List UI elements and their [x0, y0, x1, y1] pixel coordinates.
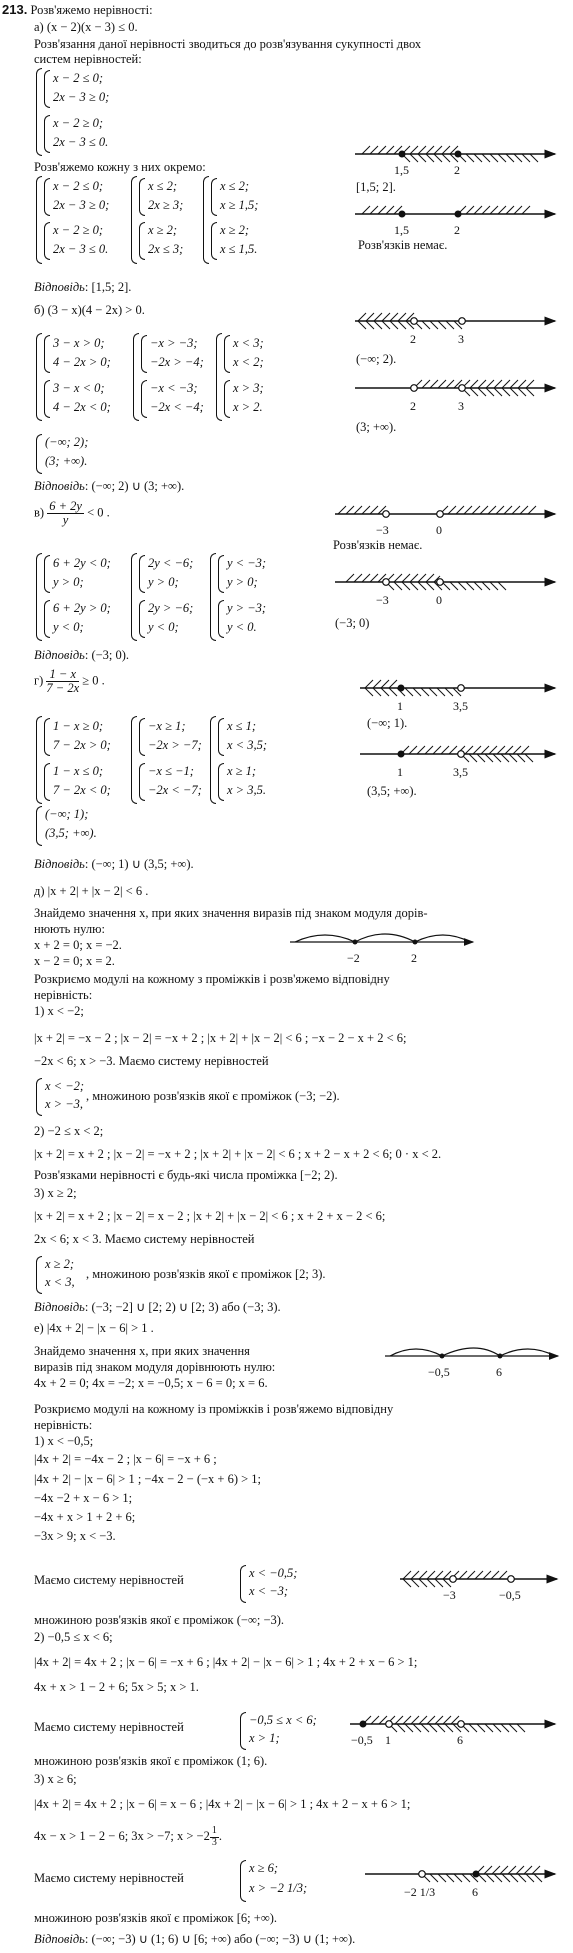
answer-value: : [1,5; 2].: [84, 280, 132, 294]
part-a-intro-2: систем нерівностей:: [34, 52, 142, 66]
interval: (3; +∞).: [45, 454, 88, 468]
inequality: x ≥ 6;: [249, 1861, 279, 1875]
inequality: 4 − 2x < 0;: [53, 400, 111, 414]
text-line: |x + 2| = x + 2 ; |x − 2| = −x + 2 ; |x + 2| + |x − 2| < 6 ; x + 2 − x + 2 < 6; 0 · x < 2.: [34, 1147, 442, 1161]
system-brace: [44, 178, 50, 216]
set-bracket: [131, 716, 137, 804]
part-d-condition: д) |x + 2| + |x − 2| < 6 .: [34, 884, 149, 898]
text-line: Маємо систему нерівностей: [34, 1573, 184, 1587]
set-bracket: [36, 68, 42, 156]
tick-label: 2: [410, 332, 416, 346]
part-e-answer: [34, 1932, 355, 1947]
part-d-answer: [34, 1300, 281, 1315]
inequality: −2x > −4;: [150, 355, 204, 369]
system-brace: [211, 178, 217, 216]
inequality: y > 0;: [148, 575, 179, 589]
text-line: множиною розв'язків якої є проміжок [6; +∞).: [34, 1911, 278, 1925]
interval: (3,5; +∞).: [45, 826, 97, 840]
inequality: −x ≥ 1;: [148, 719, 186, 733]
inequality: x ≥ 1,5;: [220, 198, 259, 212]
text-line: 4x + 2 = 0; 4x = −2; x = −0,5; x − 6 = 0; x = 6.: [34, 1376, 268, 1390]
inequality: 7 − 2x > 0;: [53, 738, 111, 752]
answer-value: : (−3; −2] ∪ [2; 2) ∪ [2; 3) або (−3; 3).: [84, 1300, 281, 1314]
problem-title: Розв'яжемо нерівності:: [30, 3, 153, 17]
set-bracket: [36, 434, 42, 474]
tick-label: 3,5: [453, 699, 468, 713]
answer-value: : (−∞; −3) ∪ (1; 6) ∪ [6; +∞) або (−∞; −3) ∪ (1; +∞).: [84, 1932, 356, 1946]
text-line: нерівність:: [34, 1418, 93, 1432]
text-line: нюють нулю:: [34, 922, 105, 936]
system-brace: [240, 1860, 246, 1902]
system-brace: [44, 222, 50, 260]
tick-label: 1,5: [394, 163, 409, 177]
inequality: y < 0;: [53, 620, 84, 634]
text-line: виразів під знаком модуля дорівнюють нулю:: [34, 1360, 276, 1374]
inequality: y < 0.: [227, 620, 257, 634]
text-line: |4x + 2| = −4x − 2 ; |x − 6| = −x + 6 ;: [34, 1452, 217, 1466]
answer-label: Відповідь: [34, 857, 85, 871]
inequality: x < −3;: [249, 1584, 289, 1598]
text-line: 2) −0,5 ≤ x < 6;: [34, 1630, 113, 1644]
system-brace: [44, 380, 50, 418]
text-line: −4x −2 + x − 6 > 1;: [34, 1491, 133, 1505]
inequality: x ≤ 1,5.: [220, 242, 258, 256]
part-v-condition: [34, 500, 110, 527]
system-brace: [139, 600, 145, 638]
text-line: x − 2 = 0; x = 2.: [34, 954, 115, 968]
answer-label: Відповідь: [34, 280, 85, 294]
inequality: x < −2;: [45, 1079, 85, 1093]
system-brace: [224, 380, 230, 418]
inequality: x − 2 ≤ 0;: [53, 71, 104, 85]
system-brace: [139, 763, 145, 801]
relation: < 0 .: [87, 505, 110, 520]
numerator: 6 + 2y: [49, 499, 82, 513]
text-line: нерівність:: [34, 988, 93, 1002]
number-line: [355, 738, 565, 782]
part-a-intro-1: Розв'язання даної нерівності зводиться до розв'язування сукупності двох: [34, 37, 422, 51]
inequality: 2x ≥ 3;: [148, 198, 184, 212]
inequality: −0,5 ≤ x < 6;: [249, 1713, 317, 1727]
tick-label: −0,5: [351, 1733, 373, 1747]
text-line: 2) −2 ≤ x < 2;: [34, 1124, 104, 1138]
text-line: , множиною розв'язків якої є проміжок [2; 3).: [86, 1267, 326, 1281]
tick-label: −3: [443, 1588, 456, 1602]
numerator: 1 − x: [46, 668, 79, 682]
text-line: множиною розв'язків якої є проміжок (−∞; −3).: [34, 1613, 285, 1627]
set-bracket: [210, 553, 216, 641]
text-line: |4x + 2| = 4x + 2 ; |x − 6| = −x + 6 ; |4x + 2| − |x − 6| > 1 ; 4x + 2 + x − 6 > 1;: [34, 1655, 418, 1669]
inequality: x ≥ 2;: [220, 223, 250, 237]
inequality: x − 2 ≤ 0;: [53, 179, 104, 193]
inequality: x > 2.: [233, 400, 263, 414]
set-bracket: [36, 553, 42, 641]
inequality: x ≤ 1;: [227, 719, 257, 733]
tick-label: 6: [457, 1733, 463, 1747]
inequality: x ≥ 2;: [148, 223, 178, 237]
text-line: Розкриємо модулі на кожному із проміжків і розв'яжемо відповідну: [34, 1402, 394, 1416]
result: [1,5; 2].: [356, 180, 396, 194]
system-brace: [36, 1256, 42, 1294]
text-line: Знайдемо значення x, при яких значення: [34, 1344, 250, 1358]
system-brace: [240, 1712, 246, 1750]
inequality: y < −3;: [227, 556, 267, 570]
tick-label: −2 1/3: [404, 1885, 436, 1899]
inequality: y > 0;: [227, 575, 258, 589]
set-bracket: [36, 333, 42, 421]
problem-number: 213.: [2, 2, 28, 17]
text-line: 3) x ≥ 2;: [34, 1186, 77, 1200]
tick-label: −0,5: [428, 1365, 450, 1379]
number-line: [360, 1858, 565, 1906]
system-brace: [44, 763, 50, 801]
inequality: −2x > −7;: [148, 738, 202, 752]
tick-label: 3,5: [453, 765, 468, 779]
inequality: x < 3;: [233, 336, 264, 350]
result: (−∞; 2).: [356, 352, 397, 366]
inequality: x > −2 1/3;: [249, 1881, 308, 1895]
part-b-condition: б) (3 − x)(4 − 2x) > 0.: [34, 303, 145, 317]
set-bracket: [36, 716, 42, 804]
text-line: |4x + 2| = 4x + 2 ; |x − 6| = x − 6 ; |4x + 2| − |x − 6| > 1 ; 4x + 2 − x + 6 > 1;: [34, 1797, 411, 1811]
fraction: [46, 668, 79, 695]
text-line: 1) x < −2;: [34, 1004, 84, 1018]
text-line: , множиною розв'язків якої є проміжок (−3; −2).: [86, 1089, 340, 1103]
number-line: [355, 672, 565, 718]
result: (−∞; 1).: [367, 716, 408, 730]
text-line: 3) x ≥ 6;: [34, 1772, 77, 1786]
system-brace: [218, 718, 224, 756]
inequality: 2x ≤ 3;: [148, 242, 184, 256]
answer-label: Відповідь: [34, 1932, 85, 1946]
inequality: x < −0,5;: [249, 1566, 298, 1580]
system-brace: [141, 380, 147, 418]
answer-value: : (−3; 0).: [84, 648, 130, 662]
text-line: 4x − x > 1 − 2 − 6; 3x > −7; x > −2 $\frac{1}{3}$ .: [34, 1825, 222, 1848]
text-line: Маємо систему нерівностей: [34, 1871, 184, 1885]
part-a-each: Розв'яжемо кожну з них окремо:: [34, 160, 206, 174]
number-line: [350, 305, 565, 351]
system-brace: [218, 763, 224, 801]
text-line: |x + 2| = x + 2 ; |x − 2| = x − 2 ; |x + 2| + |x − 2| < 6 ; x + 2 + x − 2 < 6;: [34, 1209, 386, 1223]
text-line: Розв'язками нерівності є будь-які числа проміжка [−2; 2).: [34, 1168, 338, 1182]
part-label: г): [34, 673, 44, 688]
set-bracket: [133, 333, 139, 421]
inequality: x ≥ 2;: [45, 1257, 75, 1271]
part-g-answer: [34, 857, 194, 872]
part-e-condition: е) |4x + 2| − |x − 6| > 1 .: [34, 1321, 154, 1335]
denominator: y: [62, 513, 69, 528]
part-a-condition: а) (x − 2)(x − 3) ≤ 0.: [34, 20, 138, 34]
inequality: −x ≤ −1;: [148, 764, 194, 778]
inequality: 1 − x ≤ 0;: [53, 764, 104, 778]
system-brace: [44, 600, 50, 638]
inequality: 2x − 3 ≥ 0;: [53, 198, 110, 212]
tick-label: 2: [410, 399, 416, 413]
inequality: 2y < −6;: [148, 556, 194, 570]
inequality: x ≥ 1;: [227, 764, 257, 778]
tick-label: 2: [454, 163, 460, 177]
inequality: y > 0;: [53, 575, 84, 589]
interval: (−∞; 2);: [45, 435, 89, 449]
inequality: x > 1;: [249, 1731, 280, 1745]
text-line: 4x + x > 1 − 2 + 6; 5x > 5; x > 1.: [34, 1680, 199, 1694]
result: (3; +∞).: [356, 420, 397, 434]
system-brace: [224, 335, 230, 373]
system-brace: [218, 555, 224, 593]
answer-value: : (−∞; 2) ∪ (3; +∞).: [84, 479, 185, 493]
answer-label: Відповідь: [34, 1300, 85, 1314]
number-line: [330, 566, 565, 610]
tick-label: 2: [411, 951, 417, 965]
denominator: 3: [211, 1836, 217, 1848]
part-g-condition: [34, 668, 105, 695]
result: (−3; 0): [335, 616, 370, 630]
text-line: Маємо систему нерівностей: [34, 1720, 184, 1734]
tick-label: −3: [376, 523, 389, 537]
system-brace: [141, 335, 147, 373]
inequality: x ≤ 2;: [148, 179, 178, 193]
relation: ≥ 0 .: [82, 673, 105, 688]
text-line: Розкриємо модулі на кожному з проміжків і розв'яжемо відповідну: [34, 972, 390, 986]
tick-label: 1: [397, 765, 403, 779]
set-bracket: [210, 716, 216, 804]
system-brace: [240, 1565, 246, 1603]
tick-label: −3: [376, 593, 389, 607]
denominator: 7 − 2x: [46, 681, 80, 696]
answer-label: Відповідь: [34, 479, 85, 493]
inequality: y < 0;: [148, 620, 179, 634]
text-line: множиною розв'язків якої є проміжок (1; 6).: [34, 1754, 268, 1768]
tick-label: 1: [385, 1733, 391, 1747]
inequality: 2x − 3 ≤ 0.: [53, 242, 109, 256]
result: (3,5; +∞).: [367, 784, 417, 798]
text-line: |4x + 2| − |x − 6| > 1 ; −4x − 2 − (−x + 6) > 1;: [34, 1472, 262, 1486]
inequality: x < 2;: [233, 355, 264, 369]
system-brace: [44, 115, 50, 153]
answer-value: : (−∞; 1) ∪ (3,5; +∞).: [84, 857, 194, 871]
tick-label: 0: [436, 593, 442, 607]
inequality: 2y > −6;: [148, 601, 194, 615]
inequality: x < 3,5;: [227, 738, 268, 752]
tick-label: −2: [347, 951, 360, 965]
inequality: 7 − 2x < 0;: [53, 783, 111, 797]
tick-label: 2: [454, 223, 460, 237]
set-bracket: [131, 176, 137, 264]
tick-label: 0: [436, 523, 442, 537]
set-bracket: [36, 806, 42, 846]
tick-label: 6: [496, 1365, 502, 1379]
part-v-answer: [34, 648, 129, 663]
set-bracket: [203, 176, 209, 264]
inequality: 1 − x ≥ 0;: [53, 719, 104, 733]
inequality: x < 3,: [45, 1275, 75, 1289]
inequality: y > −3;: [227, 601, 267, 615]
system-brace: [211, 222, 217, 260]
number-line: [285, 920, 480, 968]
answer-label: Відповідь: [34, 648, 85, 662]
number-line: [395, 1563, 565, 1605]
tick-label: 1,5: [394, 223, 409, 237]
system-brace: [139, 718, 145, 756]
inequality: 3 − x > 0;: [53, 336, 105, 350]
text-line: 1) x < −0,5;: [34, 1434, 94, 1448]
tick-label: −0,5: [499, 1588, 521, 1602]
inequality: 2x − 3 ≤ 0.: [53, 135, 109, 149]
system-brace: [218, 600, 224, 638]
inequality: 4 − 2x > 0;: [53, 355, 111, 369]
expression: 4x − x > 1 − 2 − 6; 3x > −7; x > −2: [34, 1828, 210, 1843]
fraction: [47, 500, 84, 527]
text-line: x + 2 = 0; x = −2.: [34, 938, 122, 952]
number-line: [350, 134, 565, 184]
system-brace: [44, 555, 50, 593]
inequality: 3 − x < 0;: [53, 381, 105, 395]
inequality: x > 3,5.: [227, 783, 266, 797]
system-brace: [44, 70, 50, 108]
inequality: 6 + 2y < 0;: [53, 556, 111, 570]
system-brace: [44, 718, 50, 756]
tick-label: 3: [458, 332, 464, 346]
number-line: [380, 1334, 565, 1382]
text-line: 2x < 6; x < 3. Маємо систему нерівностей: [34, 1232, 255, 1246]
inequality: 6 + 2y > 0;: [53, 601, 111, 615]
inequality: x − 2 ≥ 0;: [53, 223, 104, 237]
text-line: −2x < 6; x > −3. Маємо систему нерівностей: [34, 1054, 269, 1068]
inequality: 2x − 3 ≥ 0;: [53, 90, 110, 104]
set-bracket: [216, 333, 222, 421]
number-line: [350, 198, 565, 240]
set-bracket: [131, 553, 137, 641]
text-line: −4x + x > 1 + 2 + 6;: [34, 1510, 136, 1524]
text-line: −3x > 9; x < −3.: [34, 1529, 116, 1543]
set-bracket: [36, 176, 42, 264]
problem-header: [2, 2, 153, 18]
tick-label: 6: [472, 1885, 478, 1899]
text-line: |x + 2| = −x − 2 ; |x − 2| = −x + 2 ; |x + 2| + |x − 2| < 6 ; −x − 2 − x + 2 < 6;: [34, 1031, 407, 1045]
fraction: [210, 1826, 219, 1848]
system-brace: [139, 222, 145, 260]
numerator: 1: [211, 1825, 217, 1836]
inequality: x ≤ 2;: [220, 179, 250, 193]
no-solutions: Розв'язків немає.: [333, 538, 423, 552]
tick-label: 3: [458, 399, 464, 413]
inequality: x > 3;: [233, 381, 264, 395]
system-brace: [139, 555, 145, 593]
inequality: −x < −3;: [150, 381, 198, 395]
text-line: Знайдемо значення x, при яких значення виразів під знаком модуля дорів-: [34, 906, 428, 920]
number-line: [345, 1708, 565, 1750]
system-brace: [36, 1078, 42, 1116]
number-line: [350, 372, 565, 414]
system-brace: [139, 178, 145, 216]
inequality: x > −3,: [45, 1097, 84, 1111]
inequality: −x > −3;: [150, 336, 198, 350]
part-label: в): [34, 505, 45, 520]
tick-label: 1: [397, 699, 403, 713]
inequality: x − 2 ≥ 0;: [53, 116, 104, 130]
inequality: −2x < −7;: [148, 783, 202, 797]
part-a-answer: [34, 280, 131, 295]
interval: (−∞; 1);: [45, 807, 89, 821]
no-solutions: Розв'язків немає.: [358, 238, 448, 252]
part-b-answer: [34, 479, 184, 494]
system-brace: [44, 335, 50, 373]
inequality: −2x < −4;: [150, 400, 204, 414]
